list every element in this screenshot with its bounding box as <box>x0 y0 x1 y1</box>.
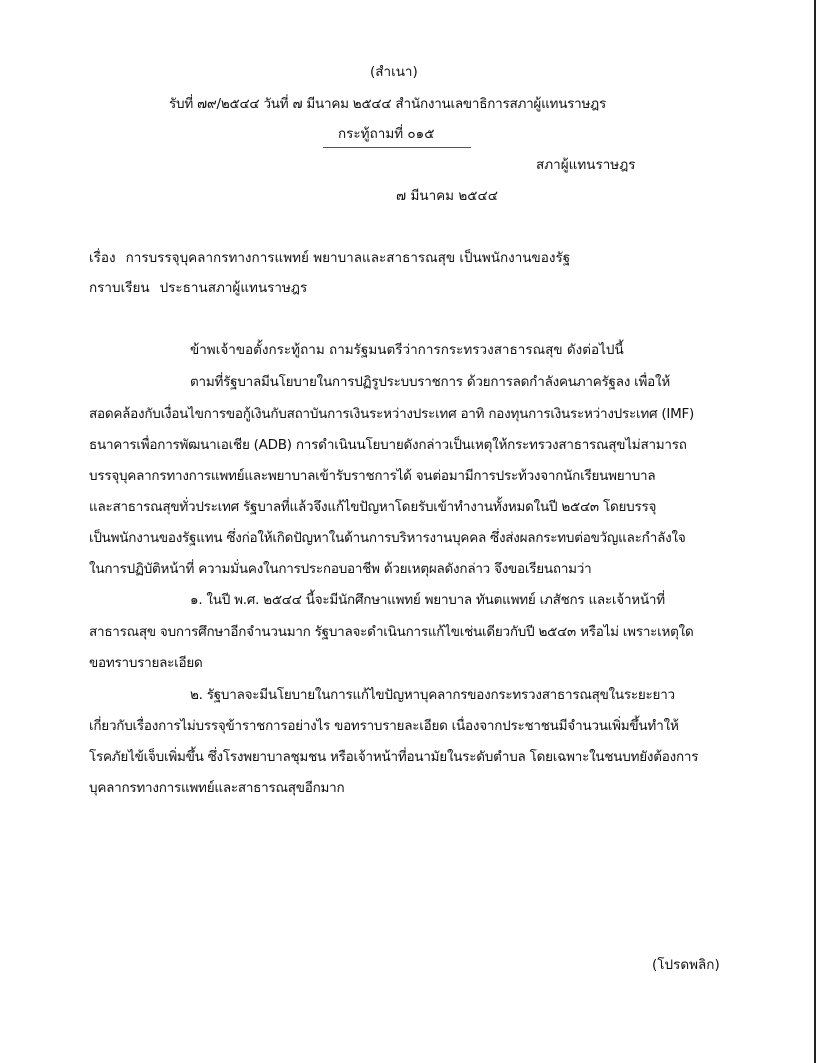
question-1-line: ๑. ในปี พ.ศ. ๒๕๔๔ นี้จะมีนักศึกษาแพทย์ พยาบาล ทันตแพทย์ เภสัชกร และเจ้าหน้าที่ <box>190 592 665 608</box>
question-number-underline <box>323 147 471 148</box>
question-1-line: สาธารณสุข จบการศึกษาอีกจำนวนมาก รัฐบาลจะดำเนินการแก้ไขเช่นเดียวกับปี ๒๕๔๓ หรือไม่ เพราะเหตุใด <box>89 624 694 640</box>
question-number: กระทู้ถามที่ ๐๑๕ <box>338 126 435 142</box>
subject-text: การบรรจุบุคลากรทางการแพทย์ พยาบาลและสาธารณสุข เป็นพนักงานของรัฐ <box>125 250 571 266</box>
paragraph-line: ตามที่รัฐบาลมีนโยบายในการปฏิรูประบบราชการ ด้วยการลดกำลังคนภาครัฐลง เพื่อให้ <box>190 374 670 390</box>
paragraph-line: สอดคล้องกับเงื่อนไขการขอกู้เงินกับสถาบันการเงินระหว่างประเทศ อาทิ กองทุนการเงินระหว่างประเทศ (IMF) <box>89 406 695 422</box>
letter-date: ๗ มีนาคม ๒๕๔๔ <box>396 188 498 204</box>
subject-label: เรื่อง <box>89 250 116 266</box>
received-stamp-line: รับที่ ๗๙/๒๕๔๔ วันที่ ๗ มีนาคม ๒๕๔๔ สำนักงานเลขาธิการสภาผู้แทนราษฎร <box>169 96 606 112</box>
paragraph-line: เป็นพนักงานของรัฐแทน ซึ่งก่อให้เกิดปัญหาในด้านการบริหารงานบุคคล ซึ่งส่งผลกระทบต่อขวัญและกำลังใจ <box>89 530 686 546</box>
question-2-line: โรคภัยไข้เจ็บเพิ่มขึ้น ซึ่งโรงพยาบาลชุมชน หรือเจ้าหน้าที่อนามัยในระดับตำบล โดยเฉพาะในชนบทยังต้องการ <box>89 749 699 765</box>
paragraph-line: ในการปฏิบัติหน้าที่ ความมั่นคงในการประกอบอาชีพ ด้วยเหตุผลดังกล่าว จึงขอเรียนถามว่า <box>89 561 592 577</box>
question-2-line: เกี่ยวกับเรื่องการไม่บรรจุข้าราชการอย่างไร ขอทราบรายละเอียด เนื่องจากประชาชนมีจำนวนเพิ่มขึ้นทำให้ <box>89 718 679 734</box>
paragraph-line: ธนาคารเพื่อการพัฒนาเอเชีย (ADB) การดำเนินนโยบายดังกล่าวเป็นเหตุให้กระทรวงสาธารณสุขไม่สามารถ <box>89 437 687 453</box>
subject-line <box>89 248 570 268</box>
paragraph-line: และสาธารณสุขทั่วประเทศ รัฐบาลที่แล้วจึงแก้ไขปัญหาโดยรับเข้าทำงานทั้งหมดในปี ๒๕๔๓ โดยบรรจุ <box>89 499 657 515</box>
paragraph-line: บรรจุบุคลากรทางการแพทย์และพยาบาลเข้ารับราชการได้ จนต่อมามีการประท้วงจากนักเรียนพยาบาล <box>89 468 656 484</box>
question-1-line: ขอทราบรายละเอียด <box>89 655 203 671</box>
intro-line: ข้าพเจ้าขอตั้งกระทู้ถาม ถามรัฐมนตรีว่าการกระทรวงสาธารณสุข ดังต่อไปนี้ <box>190 342 624 358</box>
addressee-label: กราบเรียน <box>89 280 150 296</box>
addressee-text: ประธานสภาผู้แทนราษฎร <box>159 280 308 296</box>
addressee-line <box>89 278 307 298</box>
question-2-line: ๒. รัฐบาลจะมีนโยบายในการแก้ไขปัญหาบุคลากรของกระทรวงสาธารณสุขในระยะยาว <box>190 687 675 703</box>
question-2-line: บุคลากรทางการแพทย์และสาธารณสุขอีกมาก <box>89 780 345 796</box>
sender-place: สภาผู้แทนราษฎร <box>536 157 636 173</box>
turn-over-note: (โปรดพลิก) <box>652 957 720 973</box>
copy-mark: (สำเนา) <box>370 64 418 80</box>
